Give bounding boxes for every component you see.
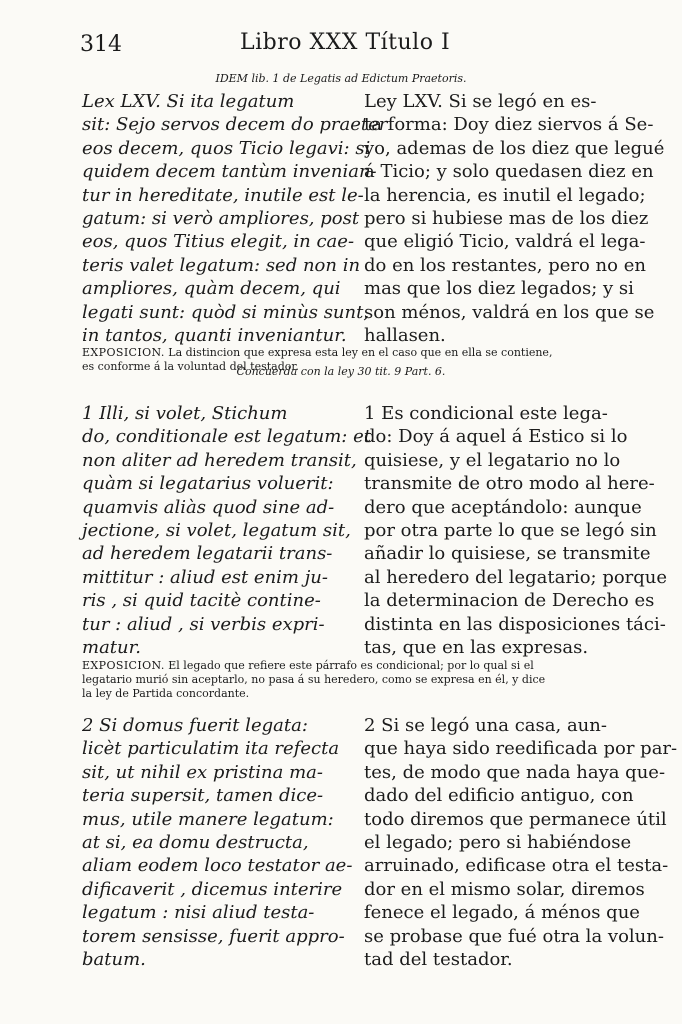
text-line: sit, ut nihil ex pristina ma- [82, 761, 323, 783]
exposition-text: la ley de Partida concordante. [82, 687, 250, 700]
text-line: licèt particulatim ita refecta [82, 738, 340, 760]
text-line: 2 Si domus fuerit legata: [82, 715, 308, 736]
text-line: á Ticio; y solo quedasen diez en [364, 161, 654, 183]
text-line: in tantos, quanti inveniantur. [82, 325, 347, 347]
para2-latin-text [82, 714, 352, 971]
text-line: dado del edificio antiguo, con [364, 785, 634, 807]
text-line: tes, de modo que nada haya que- [364, 761, 666, 783]
text-line: gatum: si verò ampliores, post [82, 208, 360, 230]
text-line: at si, ea domu destructa, [82, 832, 309, 854]
text-line: ta forma: Doy diez siervos á Se- [364, 114, 654, 136]
text-line: Ley LXV. Si se legó en es- [364, 91, 597, 112]
text-line: quàm si legatarius voluerit: [82, 473, 334, 495]
text-line: tas, que en las expresas. [364, 637, 589, 659]
text-line: pero si hubiese mas de los diez [364, 208, 649, 230]
text-line: quidem decem tantùm invenian- [82, 161, 377, 183]
page-number: 314 [80, 32, 122, 57]
law-spanish-text [364, 90, 665, 347]
para1-exposition [82, 659, 622, 701]
text-line: por otra parte lo que se legó sin [364, 520, 657, 542]
para2-spanish-text [364, 714, 678, 971]
text-line: que haya sido reedificada por par- [364, 738, 678, 760]
text-line: transmite de otro modo al here- [364, 473, 655, 495]
text-line: ad heredem legatarii trans- [82, 543, 333, 565]
text-line: mas que los diez legados; y si [364, 278, 634, 300]
exposition-text: El legado que refiere este párrafo es condicional; por lo qual si el [168, 659, 534, 672]
para1-spanish-text [364, 402, 668, 659]
text-line: añadir lo quisiese, se transmite [364, 543, 651, 565]
law-latin-text [82, 90, 388, 347]
text-line: jectione, si volet, legatum sit, [82, 520, 351, 542]
exposition-label: EXPOSICION. [82, 346, 165, 359]
text-line: la herencia, es inutil el legado; [364, 184, 646, 206]
text-line: legati sunt: quòd si minùs sunt, [82, 301, 370, 323]
text-line: tur : aliud , si verbis expri- [82, 613, 325, 635]
text-line: eos decem, quos Ticio legavi: si [82, 137, 371, 159]
text-line: teria supersit, tamen dice- [82, 785, 324, 807]
text-line: do: Doy á aquel á Estico si lo [364, 426, 628, 448]
text-line: aliam eodem loco testator ae- [82, 855, 353, 877]
text-line: distinta en las disposiciones táci- [364, 613, 666, 635]
text-line: 1 Illi, si volet, Stichum [82, 403, 288, 424]
text-line: quisiese, y el legatario no lo [364, 449, 621, 471]
concordance-line: Concuerda con la ley 30 tit. 9 Part. 6. [236, 365, 446, 378]
text-line: quamvis aliàs quod sine ad- [82, 496, 335, 518]
text-line: ris , si quid tacitè contine- [82, 590, 321, 612]
text-line: son ménos, valdrá en los que se [364, 301, 655, 323]
text-line: do en los restantes, pero no en [364, 254, 646, 276]
text-line: yo, ademas de los diez que legué [364, 137, 665, 159]
text-line: la determinacion de Derecho es [364, 590, 655, 612]
exposition-text: La distincion que expresa esta ley en el caso que en ella se contiene, [168, 346, 553, 359]
text-line: arruinado, edificase otra el testa- [364, 855, 669, 877]
text-line: se probase que fué otra la volun- [364, 925, 664, 947]
text-line: batum. [82, 949, 146, 971]
text-line: Lex LXV. Si ita legatum [82, 91, 295, 112]
text-line: 2 Si se legó una casa, aun- [364, 715, 607, 736]
text-line: dor en el mismo solar, diremos [364, 878, 645, 900]
text-line: el legado; pero si habiéndose [364, 832, 632, 854]
text-line: non aliter ad heredem transit, [82, 449, 357, 471]
text-line: matur. [82, 637, 141, 659]
text-line: que eligió Ticio, valdrá el lega- [364, 231, 646, 253]
text-line: todo diremos que permanece útil [364, 808, 667, 830]
source-line: IDEM lib. 1 de Legatis ad Edictum Praetoris. [215, 72, 467, 85]
text-line: tur in hereditate, inutile est le- [82, 184, 364, 206]
text-line: do, conditionale est legatum: et [82, 426, 371, 448]
exposition-text: es conforme á la voluntad del testador. [82, 360, 299, 373]
text-line: sit: Sejo servos decem do praeter [82, 114, 388, 136]
exposition-label: EXPOSICION. [82, 659, 165, 672]
para1-latin-text [82, 402, 371, 659]
text-line: mittitur : aliud est enim ju- [82, 566, 328, 588]
text-line: ampliores, quàm decem, qui [82, 278, 341, 300]
text-line: legatum : nisi aliud testa- [82, 902, 315, 924]
text-line: fenece el legado, á ménos que [364, 902, 640, 924]
text-line: 1 Es condicional este lega- [364, 403, 608, 424]
text-line: al heredero del legatario; porque [364, 566, 668, 588]
text-line: eos, quos Titius elegit, in cae- [82, 231, 355, 253]
text-line: hallasen. [364, 325, 446, 347]
exposition-text: legatario murió sin aceptarlo, no pasa á su heredero, como se expresa en él, y dice [82, 673, 546, 686]
running-title: Libro XXX Título I [240, 30, 451, 55]
text-line: teris valet legatum: sed non in [82, 254, 361, 276]
text-line: tad del testador. [364, 949, 513, 971]
text-line: torem sensisse, fuerit appro- [82, 925, 345, 947]
text-line: dero que aceptándolo: aunque [364, 496, 642, 518]
text-line: dificaverit , dicemus interire [82, 878, 343, 900]
text-line: mus, utile manere legatum: [82, 808, 334, 830]
